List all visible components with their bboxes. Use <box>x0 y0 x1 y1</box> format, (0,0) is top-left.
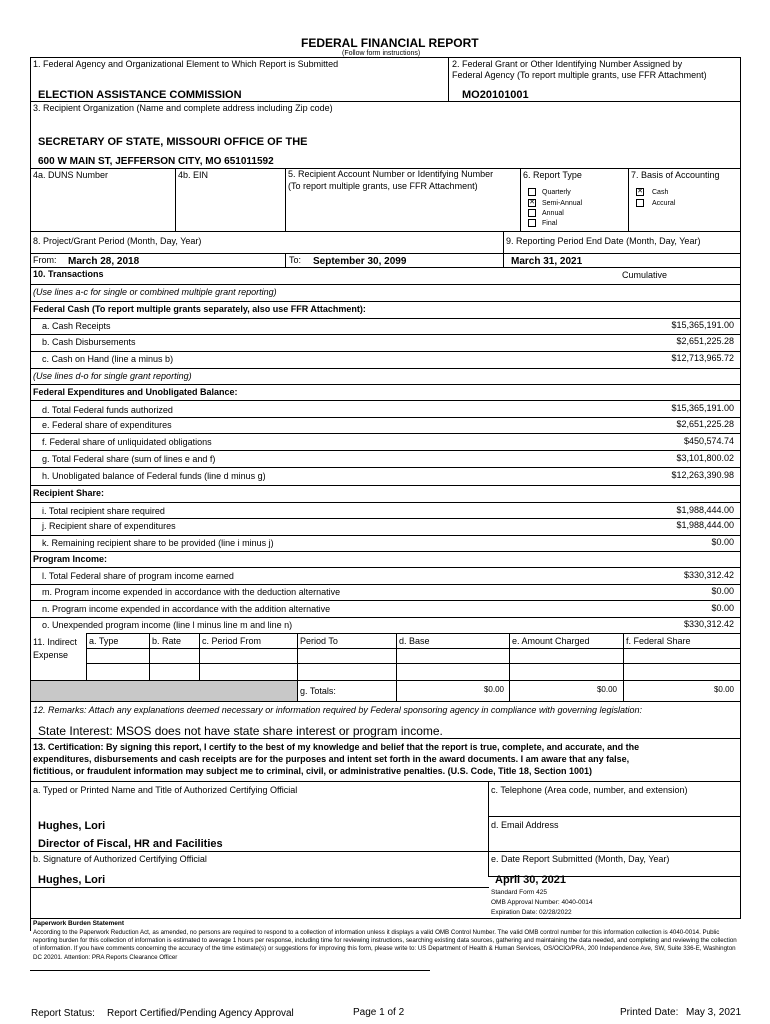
federal-share-header: f. Federal Share <box>626 636 691 646</box>
amount-charged-header: e. Amount Charged <box>512 636 590 646</box>
rule <box>628 168 629 231</box>
indirect-rate-header: b. Rate <box>152 636 182 646</box>
rule <box>297 633 298 701</box>
line-h-label: h. Unobligated balance of Federal funds (line d minus g) <box>42 471 266 481</box>
rule <box>30 231 741 232</box>
rule <box>30 781 741 782</box>
rule <box>30 400 741 401</box>
checkbox-cash[interactable]: ✕ <box>637 188 643 195</box>
line-a-value[interactable]: $15,365,191.00 <box>671 320 734 330</box>
line-k-value[interactable]: $0.00 <box>711 537 734 547</box>
rule <box>623 633 624 701</box>
rule <box>30 738 741 739</box>
checkbox-final[interactable] <box>528 219 536 227</box>
line-l-label: l. Total Federal share of program income earned <box>42 571 234 581</box>
email-label: d. Email Address <box>491 820 559 830</box>
rule <box>285 168 286 231</box>
rule <box>175 168 176 231</box>
certification-line-3: fictitious, or fraudulent information may subject me to criminal, civil, or administrative penalties. (U.S. Code, Title 18, Section 1001) <box>33 766 592 776</box>
rule <box>396 633 397 701</box>
certification-line-1: 13. Certification: By signing this report, I certify to the best of my knowledge and belief that the report is true, complete, and accurate, and the <box>33 742 640 752</box>
expiration-date: Expiration Date: 02/28/2022 <box>491 909 572 916</box>
line-j-value[interactable]: $1,988,444.00 <box>676 520 734 530</box>
rule <box>488 781 489 877</box>
line-f-label: f. Federal share of unliquidated obligations <box>42 437 212 447</box>
box7-label: 7. Basis of Accounting <box>631 170 720 180</box>
indirect-label-1: 11. Indirect <box>33 637 77 647</box>
option-quarterly: Quarterly <box>542 189 571 196</box>
box1-label: 1. Federal Agency and Organizational Element to Which Report is Submitted <box>33 59 339 69</box>
rule <box>30 253 741 254</box>
rule <box>30 918 741 919</box>
line-d-value[interactable]: $15,365,191.00 <box>671 403 734 413</box>
rule <box>30 970 430 971</box>
date-submitted-value[interactable]: April 30, 2021 <box>495 874 566 886</box>
box3-label: 3. Recipient Organization (Name and complete address including Zip code) <box>33 103 333 113</box>
rule <box>86 663 741 664</box>
line-n-label: n. Program income expended in accordance with the addition alternative <box>42 604 331 614</box>
date-submitted-label: e. Date Report Submitted (Month, Day, Year) <box>491 854 670 864</box>
total-federal-share[interactable]: $0.00 <box>713 685 734 694</box>
line-g-label: g. Total Federal share (sum of lines e and f) <box>42 454 216 464</box>
recipient-share-heading: Recipient Share: <box>33 488 105 498</box>
option-accural: Accural <box>652 200 676 207</box>
indirect-type-header: a. Type <box>89 636 119 646</box>
rule <box>30 334 741 335</box>
rule <box>30 551 741 552</box>
line-c-label: c. Cash on Hand (line a minus b) <box>42 354 174 364</box>
period-from-header: c. Period From <box>202 636 262 646</box>
line-m-label: m. Program income expended in accordance with the deduction alternative <box>42 587 341 597</box>
name-title-label: a. Typed or Printed Name and Title of Authorized Certifying Official <box>33 785 298 795</box>
federal-expenditures-heading: Federal Expenditures and Unobligated Balance: <box>33 387 238 397</box>
rule <box>520 168 521 231</box>
rule <box>285 253 286 267</box>
rule <box>30 567 741 568</box>
line-c-value[interactable]: $12,713,965.72 <box>671 353 734 363</box>
box1-value[interactable]: ELECTION ASSISTANCE COMMISSION <box>38 89 242 101</box>
rule <box>30 584 741 585</box>
rule <box>30 450 741 451</box>
option-final: Final <box>542 220 558 227</box>
certification-line-2: expenditures, disbursements and cash receipts are for the purposes and intent set forth in the award documents. I am aware that any false, <box>33 754 630 764</box>
rule <box>30 57 741 58</box>
rule <box>740 57 741 919</box>
indirect-label-2: Expense <box>33 650 69 660</box>
box5-label-2: (To report multiple grants, use FFR Attachment) <box>288 181 478 191</box>
period-to-header: Period To <box>300 636 338 646</box>
checkbox-annual[interactable] <box>528 209 536 217</box>
box6-label: 6. Report Type <box>523 170 582 180</box>
line-o-label: o. Unexpended program income (line l minus line m and line n) <box>42 620 293 630</box>
rule <box>30 851 741 852</box>
certifier-title[interactable]: Director of Fiscal, HR and Facilities <box>38 838 223 850</box>
federal-cash-heading: Federal Cash (To report multiple grants separately, also use FFR Attachment): <box>33 304 366 314</box>
rule <box>86 633 741 634</box>
rule <box>30 318 741 319</box>
box3-address[interactable]: 600 W MAIN ST, JEFFERSON CITY, MO 651011592 <box>38 156 274 167</box>
rule <box>86 648 741 649</box>
cumulative-label: Cumulative <box>622 270 668 280</box>
line-g-value[interactable]: $3,101,800.02 <box>676 453 734 463</box>
form-subtitle: (Follow form instructions) <box>342 50 421 57</box>
report-status-value: Report Certified/Pending Agency Approval <box>107 1008 294 1019</box>
line-d-label: d. Total Federal funds authorized <box>42 405 173 415</box>
box2-value[interactable]: MO20101001 <box>462 89 529 101</box>
line-j-label: j. Recipient share of expenditures <box>42 521 176 531</box>
box4a-label: 4a. DUNS Number <box>33 170 109 180</box>
note-d-o: (Use lines d-o for single grant reporting) <box>33 371 192 381</box>
rule <box>30 433 741 434</box>
signature-label: b. Signature of Authorized Certifying Official <box>33 854 207 864</box>
rule <box>30 351 741 352</box>
rule <box>30 284 741 285</box>
line-k-label: k. Remaining recipient share to be provided (line i minus j) <box>42 538 274 548</box>
line-e-value[interactable]: $2,651,225.28 <box>676 419 734 429</box>
option-annual: Annual <box>542 210 564 217</box>
box3-name[interactable]: SECRETARY OF STATE, MISSOURI OFFICE OF THE <box>38 136 308 148</box>
line-f-value[interactable]: $450,574.74 <box>683 436 734 446</box>
rule <box>30 502 741 503</box>
transactions-label: 10. Transactions <box>33 269 104 279</box>
burden-text: According to the Paperwork Reduction Act, as amended, no persons are required to respond to a collection of information unless it displays a valid OMB Control Number. The valid OMB control number for this information collection is 4040-0014. Public reporting burden for this collection of information is estimated to average 1 hours per response, including time for reviewing instructions, searching existing data sources, gathering and maintaining the data needed, and completing and reviewing the collection of information. If you have comments concerning the accuracy of the time estimate(s) or suggestions for improving this form, please write to: US Department of Health & Human Services, OS/OCIO/PRA, 200 Independence Ave, SW, Suite 336-E, Washington DC 20201. Attention: PRA Reports Clearance Officer <box>33 929 737 961</box>
option-cash: Cash <box>652 189 669 196</box>
checkbox-accural[interactable] <box>636 199 644 207</box>
rule <box>30 101 741 102</box>
box2-label-2: Federal Agency (To report multiple grants, use FFR Attachment) <box>452 70 707 80</box>
rule <box>30 518 741 519</box>
rule <box>30 368 741 369</box>
to-label: To: <box>289 255 302 265</box>
line-o-value[interactable]: $330,312.42 <box>683 619 734 629</box>
form-title: FEDERAL FINANCIAL REPORT <box>301 36 479 50</box>
remarks-value[interactable]: State Interest: MSOS does not have state share interest or program income. <box>38 724 443 738</box>
total-base[interactable]: $0.00 <box>483 685 504 694</box>
rule <box>30 417 741 418</box>
base-header: d. Base <box>399 636 430 646</box>
checkbox-quarterly[interactable] <box>528 188 536 196</box>
rule <box>30 301 741 302</box>
box4b-label: 4b. EIN <box>178 170 209 180</box>
line-m-value[interactable]: $0.00 <box>711 586 734 596</box>
printed-date-label: Printed Date: <box>620 1007 679 1018</box>
rule <box>30 701 741 702</box>
line-a-label: a. Cash Receipts <box>42 321 111 331</box>
checkbox-semi-annual[interactable]: ✕ <box>529 199 535 206</box>
line-i-label: i. Total recipient share required <box>42 506 165 516</box>
line-b-label: b. Cash Disbursements <box>42 337 136 347</box>
line-i-value[interactable]: $1,988,444.00 <box>676 505 734 515</box>
box9-value[interactable]: March 31, 2021 <box>511 256 583 267</box>
rule <box>30 57 31 931</box>
line-b-value[interactable]: $2,651,225.28 <box>676 336 734 346</box>
box8-label: 8. Project/Grant Period (Month, Day, Year) <box>33 236 202 246</box>
rule <box>30 384 741 385</box>
line-n-value[interactable]: $0.00 <box>711 603 734 613</box>
rule <box>30 535 741 536</box>
signature-value[interactable]: Hughes, Lori <box>38 874 106 886</box>
burden-title: Paperwork Burden Statement <box>33 920 125 927</box>
line-e-label: e. Federal share of expenditures <box>42 420 172 430</box>
rule <box>488 876 741 877</box>
box2-label-1: 2. Federal Grant or Other Identifying Number Assigned by <box>452 59 683 69</box>
to-value[interactable]: September 30, 2099 <box>313 256 407 267</box>
option-semi-annual: Semi-Annual <box>542 200 583 207</box>
rule <box>30 887 489 888</box>
line-h-value[interactable]: $12,263,390.98 <box>671 470 734 480</box>
from-value[interactable]: March 28, 2018 <box>68 256 140 267</box>
rule <box>488 816 741 817</box>
rule <box>30 485 741 486</box>
program-income-heading: Program Income: <box>33 554 108 564</box>
rule <box>30 617 741 618</box>
omb-approval-number: OMB Approval Number: 4040-0014 <box>491 899 593 906</box>
report-status-label: Report Status: <box>31 1008 95 1019</box>
box9-label: 9. Reporting Period End Date (Month, Day, Year) <box>506 236 701 246</box>
rule <box>199 633 200 680</box>
certifier-name[interactable]: Hughes, Lori <box>38 820 106 832</box>
rule <box>448 57 449 102</box>
rule <box>503 231 504 267</box>
note-a-c: (Use lines a-c for single or combined multiple grant reporting) <box>33 287 277 297</box>
rule <box>30 467 741 468</box>
box5-label-1: 5. Recipient Account Number or Identifying Number <box>288 169 494 179</box>
standard-form-number: Standard Form 425 <box>491 889 548 896</box>
rule <box>149 633 150 680</box>
from-label: From: <box>33 255 57 265</box>
page-number: Page 1 of 2 <box>353 1007 405 1018</box>
remarks-label: 12. Remarks: Attach any explanations deemed necessary or information required by Federal sponsoring agency in compliance with governing legislation: <box>33 705 642 715</box>
printed-date-value: May 3, 2021 <box>686 1007 742 1018</box>
telephone-label: c. Telephone (Area code, number, and extension) <box>491 785 688 795</box>
totals-shaded-cell <box>31 681 297 701</box>
rule <box>30 600 741 601</box>
rule <box>509 633 510 701</box>
rule <box>30 267 741 268</box>
line-l-value[interactable]: $330,312.42 <box>683 570 734 580</box>
totals-label: g. Totals: <box>300 686 336 696</box>
total-amount-charged[interactable]: $0.00 <box>596 685 617 694</box>
